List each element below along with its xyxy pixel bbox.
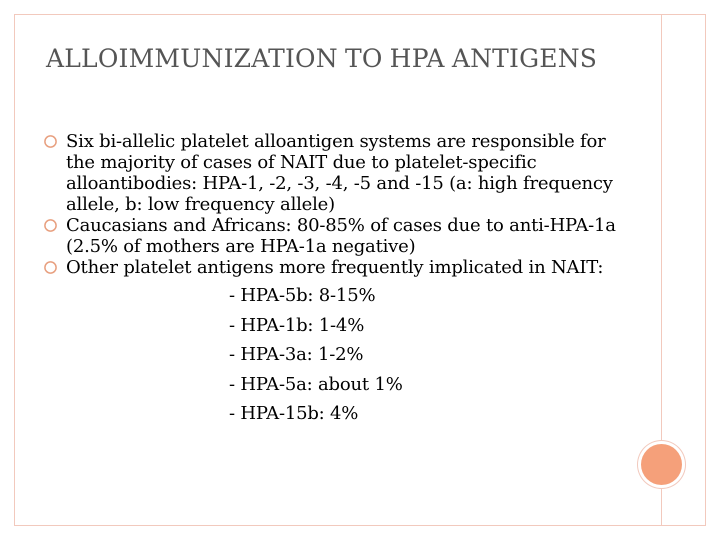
ring-bullet-icon xyxy=(43,260,58,275)
hpa-frequency-list xyxy=(66,281,633,429)
bullet-text: Six bi-allelic platelet alloantigen systems are responsible for the majority of cases of NAIT due to platelet-specific alloantibodies: HPA-1, -2, -3, -4, -5 and -15 (a: high frequency allele, b: low frequency allele) xyxy=(66,131,613,215)
ring-bullet-icon xyxy=(43,218,58,233)
hpa-frequency-item: - HPA-15b: 4% xyxy=(229,403,359,424)
bullet-item xyxy=(43,257,633,429)
bullet-text: Caucasians and Africans: 80-85% of cases due to anti-HPA-1a (2.5% of mothers are HPA-1a negative) xyxy=(66,215,616,257)
hpa-frequency-item: - HPA-3a: 1-2% xyxy=(229,344,364,365)
decorative-circle xyxy=(641,444,682,485)
bullet-item xyxy=(43,215,633,257)
hpa-frequency-item: - HPA-5a: about 1% xyxy=(229,373,403,395)
hpa-frequency-item: - HPA-5b: 8-15% xyxy=(229,285,376,306)
slide-title: ALLOIMMUNIZATION TO HPA ANTIGENS xyxy=(46,44,598,73)
bullet-text: Other platelet antigens more frequently implicated in NAIT: xyxy=(66,257,604,278)
bullet-item xyxy=(43,131,633,215)
ring-bullet-icon xyxy=(43,134,58,149)
bullet-list xyxy=(43,131,633,429)
hpa-frequency-item: - HPA-1b: 1-4% xyxy=(229,314,365,336)
